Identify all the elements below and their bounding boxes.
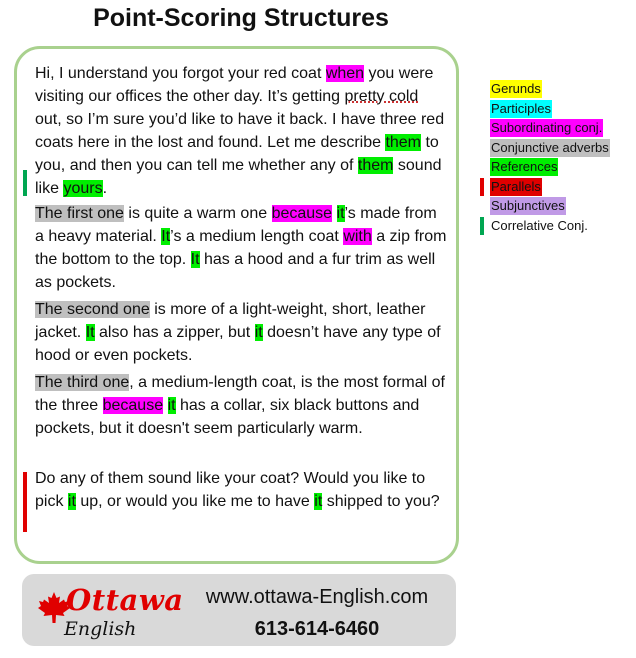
text-run: doesn’t have any type of hood or even pockets. xyxy=(35,324,441,364)
paragraph-2 xyxy=(35,202,447,294)
paragraph-1 xyxy=(35,62,447,200)
legend-correlative: Correlative Conj. xyxy=(491,217,588,233)
text-run: is more of a light-weight, short, leather jacket. xyxy=(35,301,426,341)
text-run: to you, and then you can tell me whether any of xyxy=(35,134,439,174)
highlight-conjunctive: The first one xyxy=(35,205,124,222)
phone-number: 613-614-6460 xyxy=(254,618,380,640)
highlight-reference: them xyxy=(357,157,394,174)
legend-conjunctive: Conjunctive adverbs xyxy=(491,139,609,155)
text-run: sound like xyxy=(35,157,442,197)
highlight-reference: It xyxy=(190,251,200,268)
ottawa-english-logo xyxy=(36,580,184,644)
text-run: has a collar, six black buttons and pockets, but it doesn't seem particularly warm. xyxy=(35,397,420,437)
footer-banner xyxy=(22,574,456,646)
highlight-reference: them xyxy=(385,134,422,151)
legend-parallels: Parallels xyxy=(491,178,541,194)
correlative-marker xyxy=(23,170,27,196)
highlight-reference: It xyxy=(85,324,95,341)
text-run: you were visiting our offices the other day. It’s getting xyxy=(35,65,434,105)
highlight-reference: yours xyxy=(63,180,103,197)
highlight-subordinating: because xyxy=(102,397,164,414)
legend-gerunds: Gerunds xyxy=(491,81,541,96)
highlight-conjunctive: The second one xyxy=(35,301,150,318)
highlight-reference: it xyxy=(167,397,176,414)
legend-subjunctives: Subjunctives xyxy=(491,198,565,213)
highlight-reference: it xyxy=(314,493,323,510)
legend-correlative-bar xyxy=(480,217,484,235)
text-run: ’s made from a heavy material. xyxy=(35,205,437,245)
text-run xyxy=(332,205,336,222)
paragraph-4 xyxy=(35,371,447,440)
website-link[interactable]: www.ottawa-English.com xyxy=(205,586,429,608)
highlight-subordinating: when xyxy=(325,65,365,82)
paragraph-5 xyxy=(35,467,447,513)
logo-wordmark: Ottawa xyxy=(66,583,184,617)
legend-references: References xyxy=(491,159,558,174)
logo-subtitle: English xyxy=(64,618,137,640)
text-run: ’s a medium length coat xyxy=(170,228,344,245)
text-run: , a medium-length coat, is the most formal of the three xyxy=(35,374,445,414)
page-title: Point-Scoring Structures xyxy=(93,4,389,32)
text-run: Hi, I understand you forgot your red coat xyxy=(35,65,326,82)
text-run: is quite a warm one xyxy=(123,205,272,222)
text-run xyxy=(163,397,167,414)
paragraph-3 xyxy=(35,298,447,367)
highlight-subordinating: because xyxy=(271,205,333,222)
spellcheck-underline: pretty cold xyxy=(344,88,419,105)
legend-participles: Participles xyxy=(491,100,551,116)
highlight-subordinating: with xyxy=(343,228,372,245)
highlight-conjunctive: The third one xyxy=(35,374,130,391)
text-run: . xyxy=(102,180,108,197)
legend-parallels-bar xyxy=(480,178,484,196)
legend-subordinating: Subordinating conj. xyxy=(491,120,603,135)
text-run: up, or would you like me to have xyxy=(75,493,315,510)
highlight-reference: it xyxy=(336,205,345,222)
text-run: out, so I’m sure you’d like to have it back. I have three red coats here in the lost and found. Let me describe xyxy=(35,111,445,151)
text-run: a zip from the bottom to the top. xyxy=(35,228,447,268)
text-run: Do any of them sound like your coat? Would you like to pick xyxy=(35,470,426,510)
highlight-reference: it xyxy=(67,493,76,510)
text-run: also has a zipper, but xyxy=(94,324,255,341)
text-run: has a hood and a fur trim as well as pockets. xyxy=(35,251,436,291)
parallels-marker xyxy=(23,472,27,532)
highlight-reference: it xyxy=(254,324,263,341)
highlight-reference: It xyxy=(161,228,171,245)
text-run: shipped to you? xyxy=(322,493,440,510)
